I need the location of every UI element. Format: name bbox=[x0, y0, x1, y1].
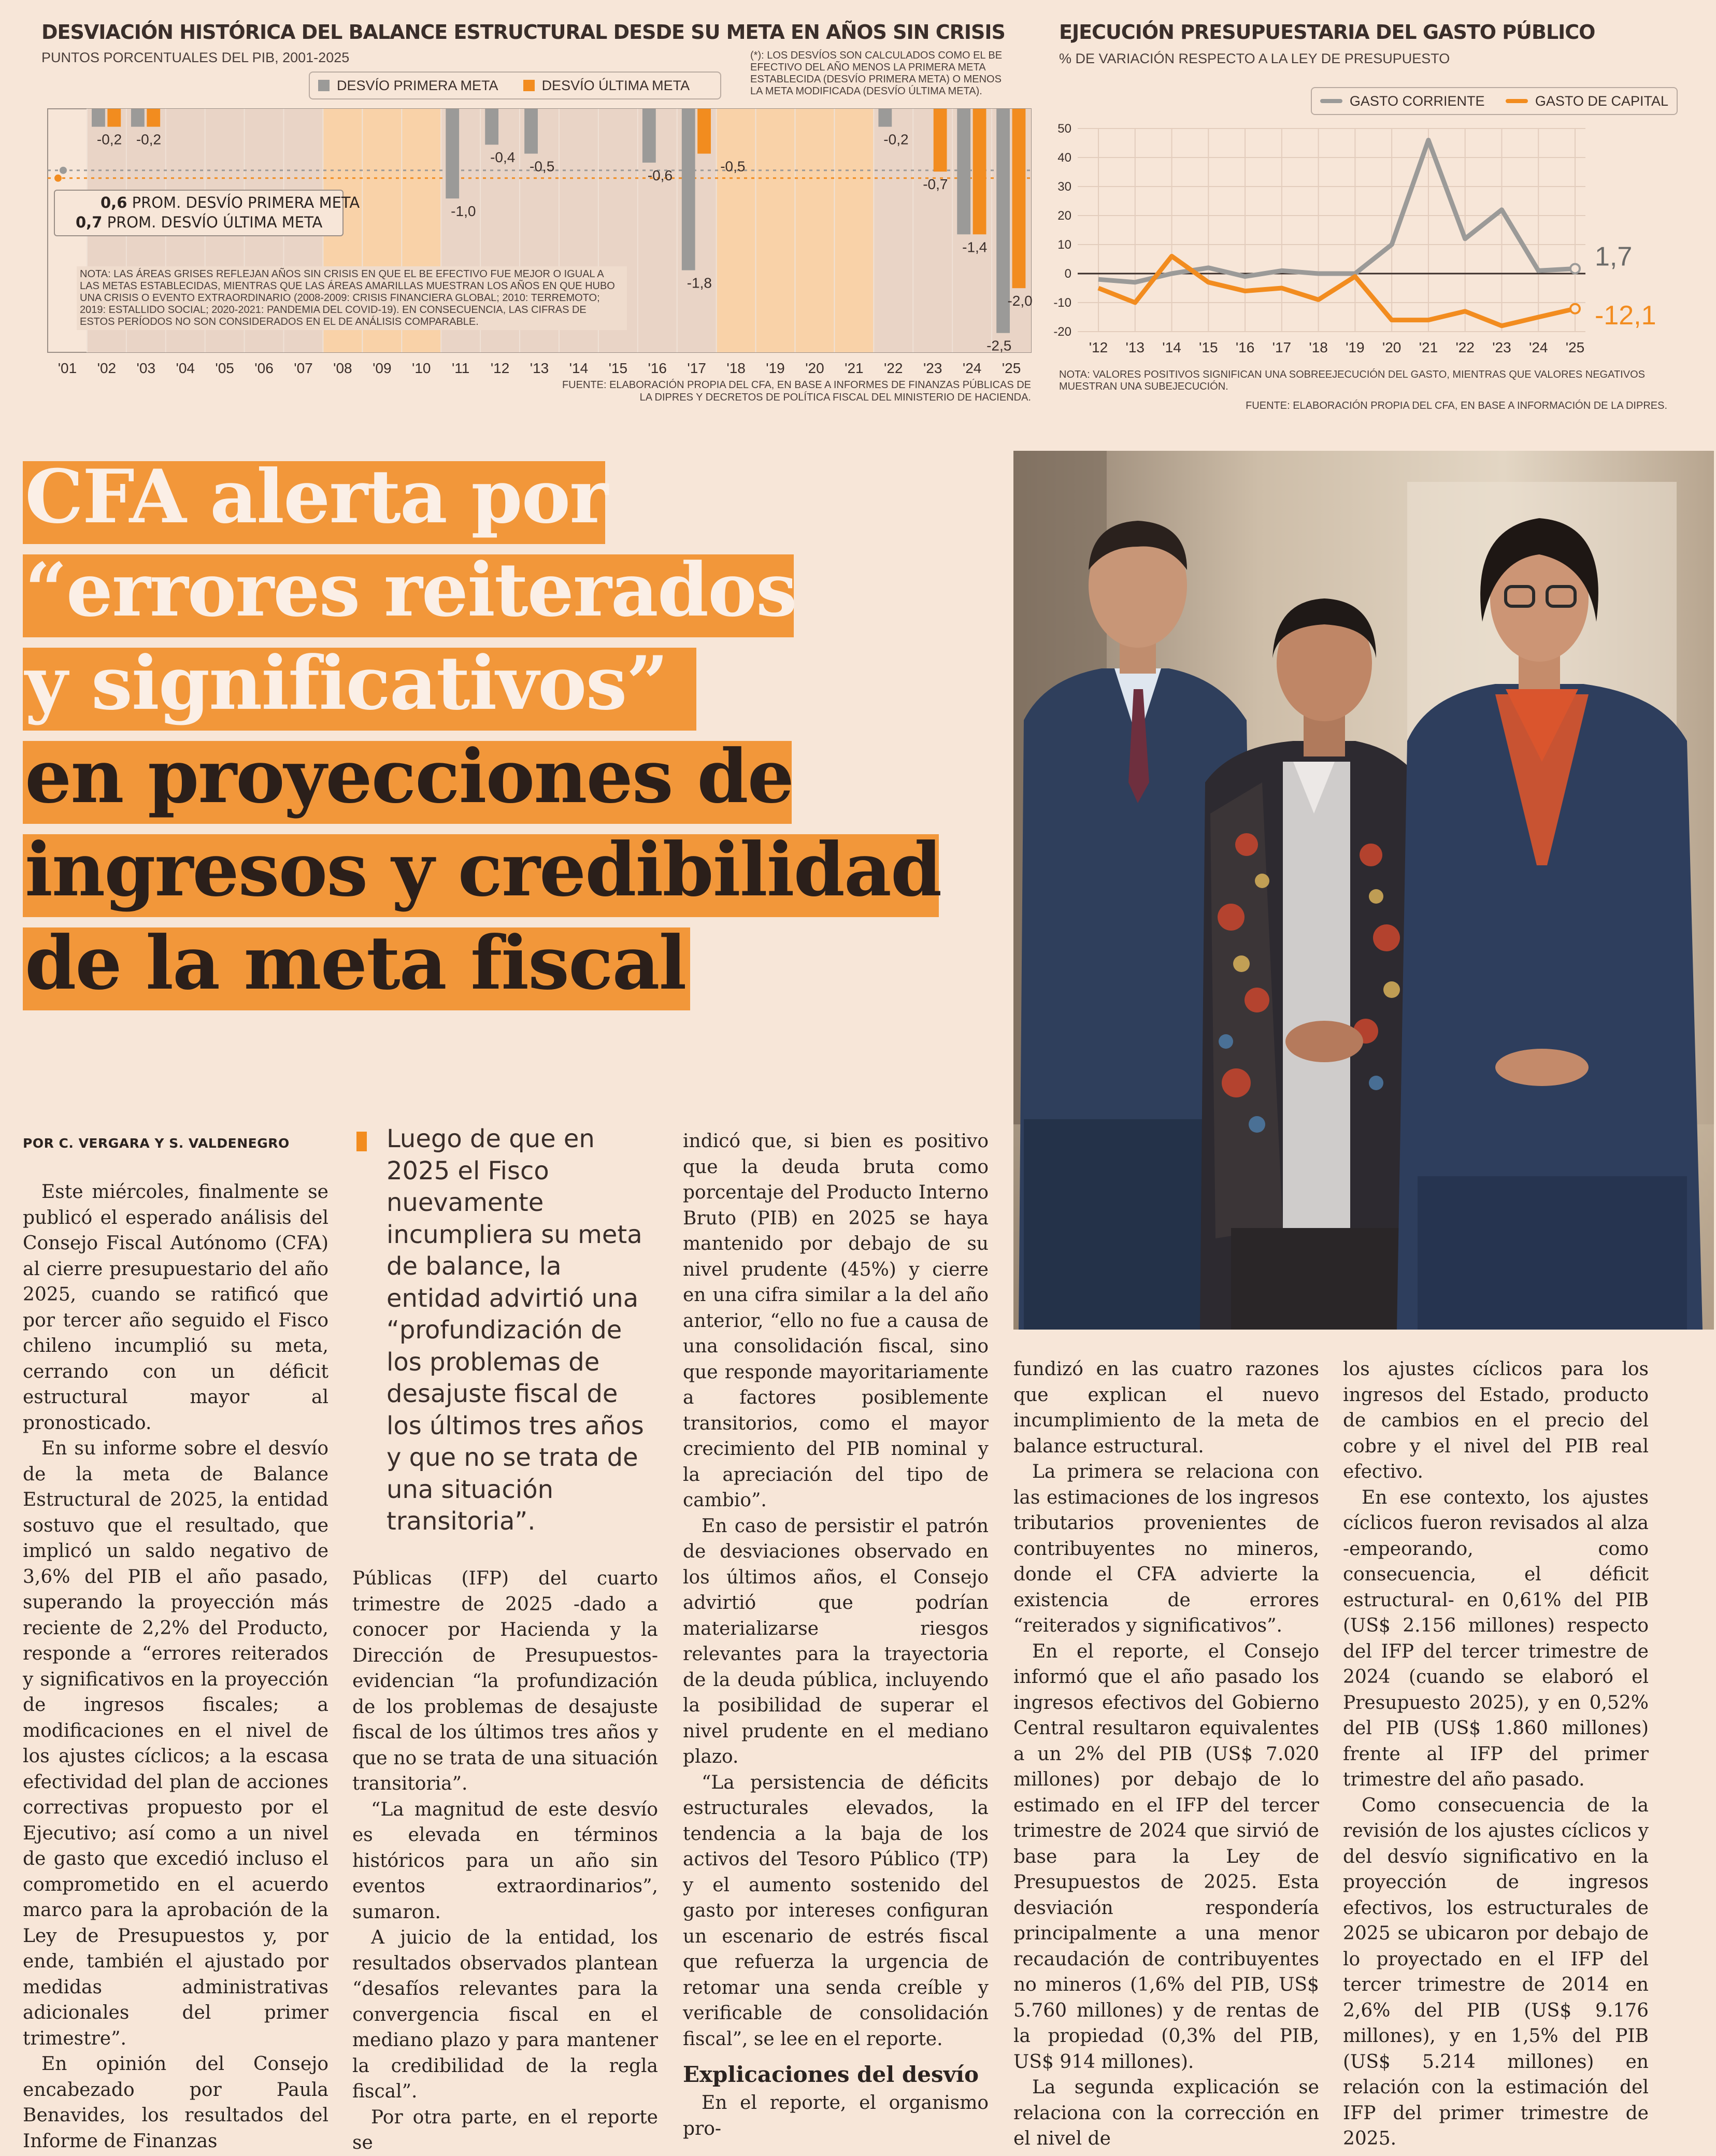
end-value-label: 1,7 bbox=[1595, 241, 1633, 272]
x-tick-label: '16 bbox=[1235, 339, 1255, 355]
y-tick-label: 10 bbox=[1057, 238, 1071, 252]
headline-line-5: ingresos y credibilidad bbox=[25, 827, 941, 913]
y-tick-label: 0 bbox=[1064, 267, 1071, 281]
article-column-5 bbox=[1343, 1357, 1649, 2152]
col5-paragraph: Como consecuencia de la revisión de los ajustes cíclicos y del desvío significativo en la proyección de ingresos efectivos, los estructurales de 2025 se ubicaron por debajo de lo proyectado en el IFP del tercer trimestre de 2014 en 2,6% del PIB (US$ 9.176 millones), y en 1,5% del PIB (US$ 5.214 millones) en relación con la estimación del IFP del primer trimestre de 2025. bbox=[1343, 1794, 1649, 2149]
chart2-line-chart bbox=[1036, 0, 1716, 373]
col5-paragraph: En ese contexto, los ajustes cíclicos fueron revisados al alza -empeorando, como consecuencia, el déficit estructural- en 0,61% del PIB (US$ 2.156 millones) respecto del IFP del tercer trimestre de 2024 (cuando se elaboró el Presupuesto 2025), y en 0,52% del PIB (US$ 1.860 millones) frente al IFP del primer trimestre del año pasado. bbox=[1343, 1487, 1649, 1790]
chart1-subtitle: PUNTOS PORCENTUALES DEL PIB, 2001-2025 bbox=[41, 50, 350, 65]
bar-label: -0,7 bbox=[923, 176, 948, 193]
col1-paragraph: En su informe sobre el desvío de la meta de Balance Estructural de 2025, la entidad sostuvo que el resultado, que implicó un saldo negativo de 3,6% del PIB el año pasado, superando la proyección más reciente de 2,2% del Producto, responde a “errores reiterados y significativos en la proyección de ingresos fiscales; a modificaciones en el nivel de los ajustes cíclicos; a la escasa efectividad del plan de acciones correctivas propuesto por el Ejecutivo; así como a un nivel de gasto que excedió incluso el comprometido en el acuerdo marco para la aprobación de la Ley de Presupuestos y, por ende, también el ajustado por medidas administrativas adicionales del primer trimestre”. bbox=[23, 1438, 328, 2049]
x-tick-label: '21 bbox=[845, 360, 864, 376]
bar-label: -0,6 bbox=[647, 167, 673, 183]
avg-primera-line bbox=[101, 194, 360, 211]
bar-primera-'02 bbox=[92, 109, 105, 127]
shade-band-19 bbox=[795, 109, 834, 352]
bar-ultima-'17 bbox=[697, 109, 711, 154]
x-tick-label: '06 bbox=[254, 360, 274, 376]
x-tick-label: '24 bbox=[1528, 339, 1548, 355]
col3-paragraph: “La persistencia de déficits estructurales elevados, la tendencia a la baja de los activos del Tesoro Público (TP) y el aumento sostenido del gasto por intereses configuran un escenario de estrés fiscal que refuerza la urgencia de retomar una senda creíble y verificable de consolidación fiscal”, se lee en el reporte. bbox=[683, 1772, 989, 2050]
avg-primera-label: PROM. DESVÍO PRIMERA META bbox=[132, 194, 360, 211]
legend-primera-meta: DESVÍO PRIMERA META bbox=[337, 77, 498, 93]
bar-label: -0,2 bbox=[96, 131, 122, 148]
x-tick-label: '22 bbox=[1455, 339, 1475, 355]
chart1-footnote: (*): LOS DESVÍOS SON CALCULADOS COMO EL BE EFECTIVO DEL AÑO MENOS LA PRIMERA META ESTABLECIDA (DESVÍO PRIMERA META) O MENOS LA META MODIFICADA (DESVÍO ÚLTIMA META). bbox=[750, 50, 1003, 97]
col2-paragraph: Por otra parte, en el reporte se bbox=[352, 2106, 658, 2153]
x-tick-label: '15 bbox=[1199, 339, 1218, 355]
bar-primera-'12 bbox=[485, 109, 498, 145]
bar-primera-'17 bbox=[682, 109, 695, 270]
x-tick-label: '24 bbox=[962, 360, 982, 376]
y-tick-label: 20 bbox=[1057, 209, 1071, 223]
chart1-source-1: FUENTE: ELABORACIÓN PROPIA DEL CFA, EN BASE A INFORMES DE FINANZAS PÚBLICAS DE bbox=[562, 379, 1031, 391]
col1-paragraph: En opinión del Consejo encabezado por Paula Benavides, los resultados del Informe de Finanzas bbox=[23, 2053, 328, 2152]
x-tick-label: '20 bbox=[1382, 339, 1402, 355]
chart1-note: NOTA: LAS ÁREAS GRISES REFLEJAN AÑOS SIN CRISIS EN QUE EL BE EFECTIVO FUE MEJOR O IGUAL A LAS METAS ESTABLECIDAS, MIENTRAS QUE LAS ÁREAS AMARILLAS MUESTRAN LOS AÑOS EN QUE HUBO UNA CRISIS O EVENTO EXTRAORDINARIO (2008-2009: CRISIS FINANCIERA GLOBAL; 2010: TERREMOTO; 2019: ESTALLIDO SOCIAL; 2020-2021: PANDEMIA DEL COVID-19). EN CONSECUENCIA, LAS CIFRAS DE ESTOS PERÍODOS NO SON CONSIDERADOS EN EL DE ANÁLISIS COMPARABLE. bbox=[77, 266, 627, 330]
y-tick-label: 30 bbox=[1057, 180, 1071, 194]
x-tick-label: '19 bbox=[766, 360, 785, 376]
x-tick-label: '23 bbox=[1492, 339, 1511, 355]
headline-line-6: de la meta fiscal bbox=[25, 920, 686, 1006]
pullquote: Luego de que en 2025 el Fisco nuevamente incumpliera su meta de balance, la entidad advirtió una “profundización de los problemas de desajuste fiscal de los últimos tres años y que no se trata de una situación transitoria”. bbox=[387, 1124, 644, 1536]
headline-line-4: en proyecciones de bbox=[25, 734, 793, 820]
x-tick-label: '18 bbox=[726, 360, 746, 376]
bar-label: -2,5 bbox=[986, 337, 1012, 354]
headline-line-1: CFA alerta por bbox=[25, 454, 608, 540]
avg-ultima-line bbox=[76, 213, 322, 231]
x-tick-label: '05 bbox=[215, 360, 234, 376]
col4-paragraph: La primera se relaciona con las estimaciones de los ingresos tributarios provenientes de contribuyentes no mineros, donde el CFA advierte la existencia de errores “reiterados y significativos”. bbox=[1013, 1461, 1319, 1636]
bar-label: -1,4 bbox=[962, 239, 988, 255]
x-tick-label: '25 bbox=[1002, 360, 1021, 376]
x-tick-label: '21 bbox=[1419, 339, 1438, 355]
avg-ultima-value: 0,7 bbox=[76, 213, 103, 231]
x-tick-label: '20 bbox=[805, 360, 824, 376]
col4-paragraph: fundizó en las cuatro razones que explican el nuevo incumplimiento de la meta de balance estructural. bbox=[1013, 1359, 1319, 1457]
x-tick-label: '12 bbox=[1089, 339, 1108, 355]
bar-label: -0,5 bbox=[530, 158, 555, 175]
chart2-subtitle: % DE VARIACIÓN RESPECTO A LA LEY DE PRESUPUESTO bbox=[1059, 51, 1450, 66]
x-tick-label: '19 bbox=[1346, 339, 1365, 355]
x-tick-label: '07 bbox=[294, 360, 313, 376]
end-value-label: -12,1 bbox=[1595, 300, 1656, 331]
headline-line-2: “errores reiterados bbox=[25, 547, 796, 633]
bar-primera-'03 bbox=[131, 109, 145, 127]
x-tick-label: '02 bbox=[97, 360, 117, 376]
bar-label: -1,0 bbox=[451, 203, 476, 220]
bar-label: -0,4 bbox=[490, 149, 516, 166]
x-tick-label: '11 bbox=[451, 360, 470, 376]
bar-label: -0,2 bbox=[883, 131, 909, 148]
x-tick-label: '16 bbox=[648, 360, 667, 376]
shade-band-18 bbox=[756, 109, 795, 352]
bar-primera-'16 bbox=[642, 109, 656, 163]
x-tick-label: '03 bbox=[136, 360, 156, 376]
pullquote-marker bbox=[356, 1132, 367, 1151]
headline-line-3: y significativos” bbox=[25, 640, 668, 726]
col4-paragraph: La segunda explicación se relaciona con la corrección en el nivel de bbox=[1013, 2077, 1319, 2149]
shade-band-17 bbox=[717, 109, 756, 352]
bar-primera-'11 bbox=[446, 109, 459, 198]
y-tick-label: 40 bbox=[1057, 151, 1071, 165]
reference-dot-0 bbox=[60, 167, 67, 174]
legend-ultima-meta: DESVÍO ÚLTIMA META bbox=[541, 77, 690, 93]
x-tick-label: '22 bbox=[884, 360, 903, 376]
col4-paragraph: En el reporte, el Consejo informó que el año pasado los ingresos efectivos del Gobierno Central resultaron equivalentes a un 2% del PIB (US$ 7.020 millones) por debajo de lo estimado en el IFP del tercer trimestre de 2024 que sirvió de base para la Ley de Presupuestos de 2025. Esta desviación respondería principalmente a una menor recaudación de contribuyentes no mineros (1,6% del PIB, US$ 5.760 millones) y de rentas de la propiedad (0,3% del PIB, US$ 914 millones). bbox=[1013, 1640, 1319, 2073]
col2-paragraph: “La magnitud de este desvío es elevada en términos históricos para un año sin eventos extraordinarios”, sumaron. bbox=[352, 1798, 658, 1923]
bar-ultima-'25 bbox=[1012, 109, 1026, 288]
reference-dot-1 bbox=[54, 175, 62, 182]
x-tick-label: '10 bbox=[411, 360, 431, 376]
x-tick-label: '04 bbox=[176, 360, 195, 376]
legend-gasto-capital: GASTO DE CAPITAL bbox=[1535, 93, 1668, 109]
x-tick-label: '25 bbox=[1565, 339, 1585, 355]
article-column-4 bbox=[1013, 1357, 1319, 2152]
x-tick-label: '14 bbox=[569, 360, 589, 376]
x-tick-label: '13 bbox=[530, 360, 549, 376]
col5-paragraph: los ajustes cíclicos para los ingresos del Estado, producto de cambios en el precio del cobre y el nivel del PIB real efectivo. bbox=[1343, 1359, 1649, 1482]
byline: POR C. VERGARA Y S. VALDENEGRO bbox=[23, 1136, 290, 1151]
col2-paragraph: Públicas (IFP) del cuarto trimestre de 2025 -dado a conocer por Hacienda y la Dirección de Presupuestos- evidencian “la profundización de los problemas de desajuste fiscal de los últimos tres años y que no se trata de una situación transitoria”. bbox=[352, 1568, 658, 1794]
chart2-note: NOTA: VALORES POSITIVOS SIGNIFICAN UNA SOBREEJECUCIÓN DEL GASTO, MIENTRAS QUE VALORES NEGATIVOS MUESTRAN UNA SUBEJECUCIÓN. bbox=[1059, 369, 1645, 392]
x-tick-label: '01 bbox=[58, 360, 77, 376]
col3-paragraph: En el reporte, el organismo pro- bbox=[683, 2092, 989, 2139]
shade-band-20 bbox=[834, 109, 874, 352]
article-column-3 bbox=[683, 1129, 989, 2141]
photo-illustration bbox=[1013, 451, 1714, 1330]
col1-paragraph: Este miércoles, finalmente se publicó el esperado análisis del Consejo Fiscal Autónomo (CFA) al cierre presupuestario del año 2025, cuando se ratificó que por tercer año seguido el Fisco chileno incumplió su meta, cerrando con un déficit estructural mayor al pronosticado. bbox=[23, 1181, 328, 1434]
bar-primera-'22 bbox=[878, 109, 892, 127]
bar-primera-'13 bbox=[524, 109, 538, 154]
chart2-title: EJECUCIÓN PRESUPUESTARIA DEL GASTO PÚBLICO bbox=[1059, 21, 1595, 44]
series-line-gasto-capital bbox=[1098, 256, 1575, 325]
x-tick-label: '15 bbox=[608, 360, 628, 376]
x-tick-label: '12 bbox=[490, 360, 510, 376]
x-tick-label: '17 bbox=[687, 360, 706, 376]
chart1-title: DESVIACIÓN HISTÓRICA DEL BALANCE ESTRUCTURAL DESDE SU META EN AÑOS SIN CRISIS bbox=[41, 21, 1005, 44]
article-column-2 bbox=[352, 1566, 658, 2156]
col3-paragraph: indicó que, si bien es positivo que la deuda bruta como porcentaje del Producto Interno Bruto (PIB) en 2025 se haya mantenido por debajo de su nivel prudente (45%) y cierre en una cifra similar a la del año anterior, “ello no fue a causa de una consolidación fiscal, sino que responde mayoritariamente a factores posiblemente transitorios, como el mayor crecimiento del PIB nominal y la apreciación del tipo de cambio”. bbox=[683, 1131, 989, 1511]
col3-subheading: Explicaciones del desvío bbox=[683, 2062, 979, 2087]
photo-cfa-council bbox=[1013, 451, 1714, 1330]
bar-ultima-'02 bbox=[107, 109, 121, 127]
x-tick-label: '09 bbox=[373, 360, 392, 376]
chart1-source-2: LA DIPRES Y DECRETOS DE POLÍTICA FISCAL DEL MINISTERIO DE HACIENDA. bbox=[639, 392, 1031, 403]
x-tick-label: '17 bbox=[1272, 339, 1292, 355]
bar-label: -2,0 bbox=[1007, 293, 1033, 309]
avg-primera-value: 0,6 bbox=[101, 194, 127, 211]
y-tick-label: -20 bbox=[1053, 325, 1071, 339]
y-tick-label: 50 bbox=[1057, 122, 1071, 136]
avg-ultima-label: PROM. DESVÍO ÚLTIMA META bbox=[107, 213, 323, 231]
x-tick-label: '18 bbox=[1309, 339, 1328, 355]
bar-label: -0,2 bbox=[136, 131, 162, 148]
x-tick-label: '23 bbox=[923, 360, 942, 376]
bar-ultima-'03 bbox=[147, 109, 160, 127]
legend-gasto-corriente: GASTO CORRIENTE bbox=[1349, 93, 1485, 109]
bar-primera-'24 bbox=[957, 109, 970, 234]
x-tick-label: '08 bbox=[333, 360, 352, 376]
chart1-average-box bbox=[54, 190, 360, 236]
bar-label: -1,8 bbox=[687, 275, 712, 291]
col3-paragraph: En caso de persistir el patrón de desviaciones observado en los últimos años, el Consejo advirtió que podrían materializarse riesgos relevantes para la trayectoria de la deuda pública, incluyendo la posibilidad de superar el nivel prudente en el mediano plazo. bbox=[683, 1515, 989, 1767]
bar-label: -0,5 bbox=[720, 158, 746, 175]
series-end-point bbox=[1570, 264, 1580, 273]
article-column-1 bbox=[23, 1179, 328, 2154]
y-tick-label: -10 bbox=[1053, 296, 1071, 310]
x-tick-label: '14 bbox=[1162, 339, 1181, 355]
col2-paragraph: A juicio de la entidad, los resultados observados plantean “desafíos relevantes para la convergencia fiscal en el mediano plazo y para mantener la credibilidad de la regla fiscal”. bbox=[352, 1927, 658, 2102]
bar-ultima-'24 bbox=[973, 109, 986, 234]
bar-ultima-'23 bbox=[934, 109, 947, 172]
series-end-point bbox=[1570, 304, 1580, 313]
x-tick-label: '13 bbox=[1125, 339, 1145, 355]
chart2-source: FUENTE: ELABORACIÓN PROPIA DEL CFA, EN BASE A INFORMACIÓN DE LA DIPRES. bbox=[1246, 400, 1667, 411]
